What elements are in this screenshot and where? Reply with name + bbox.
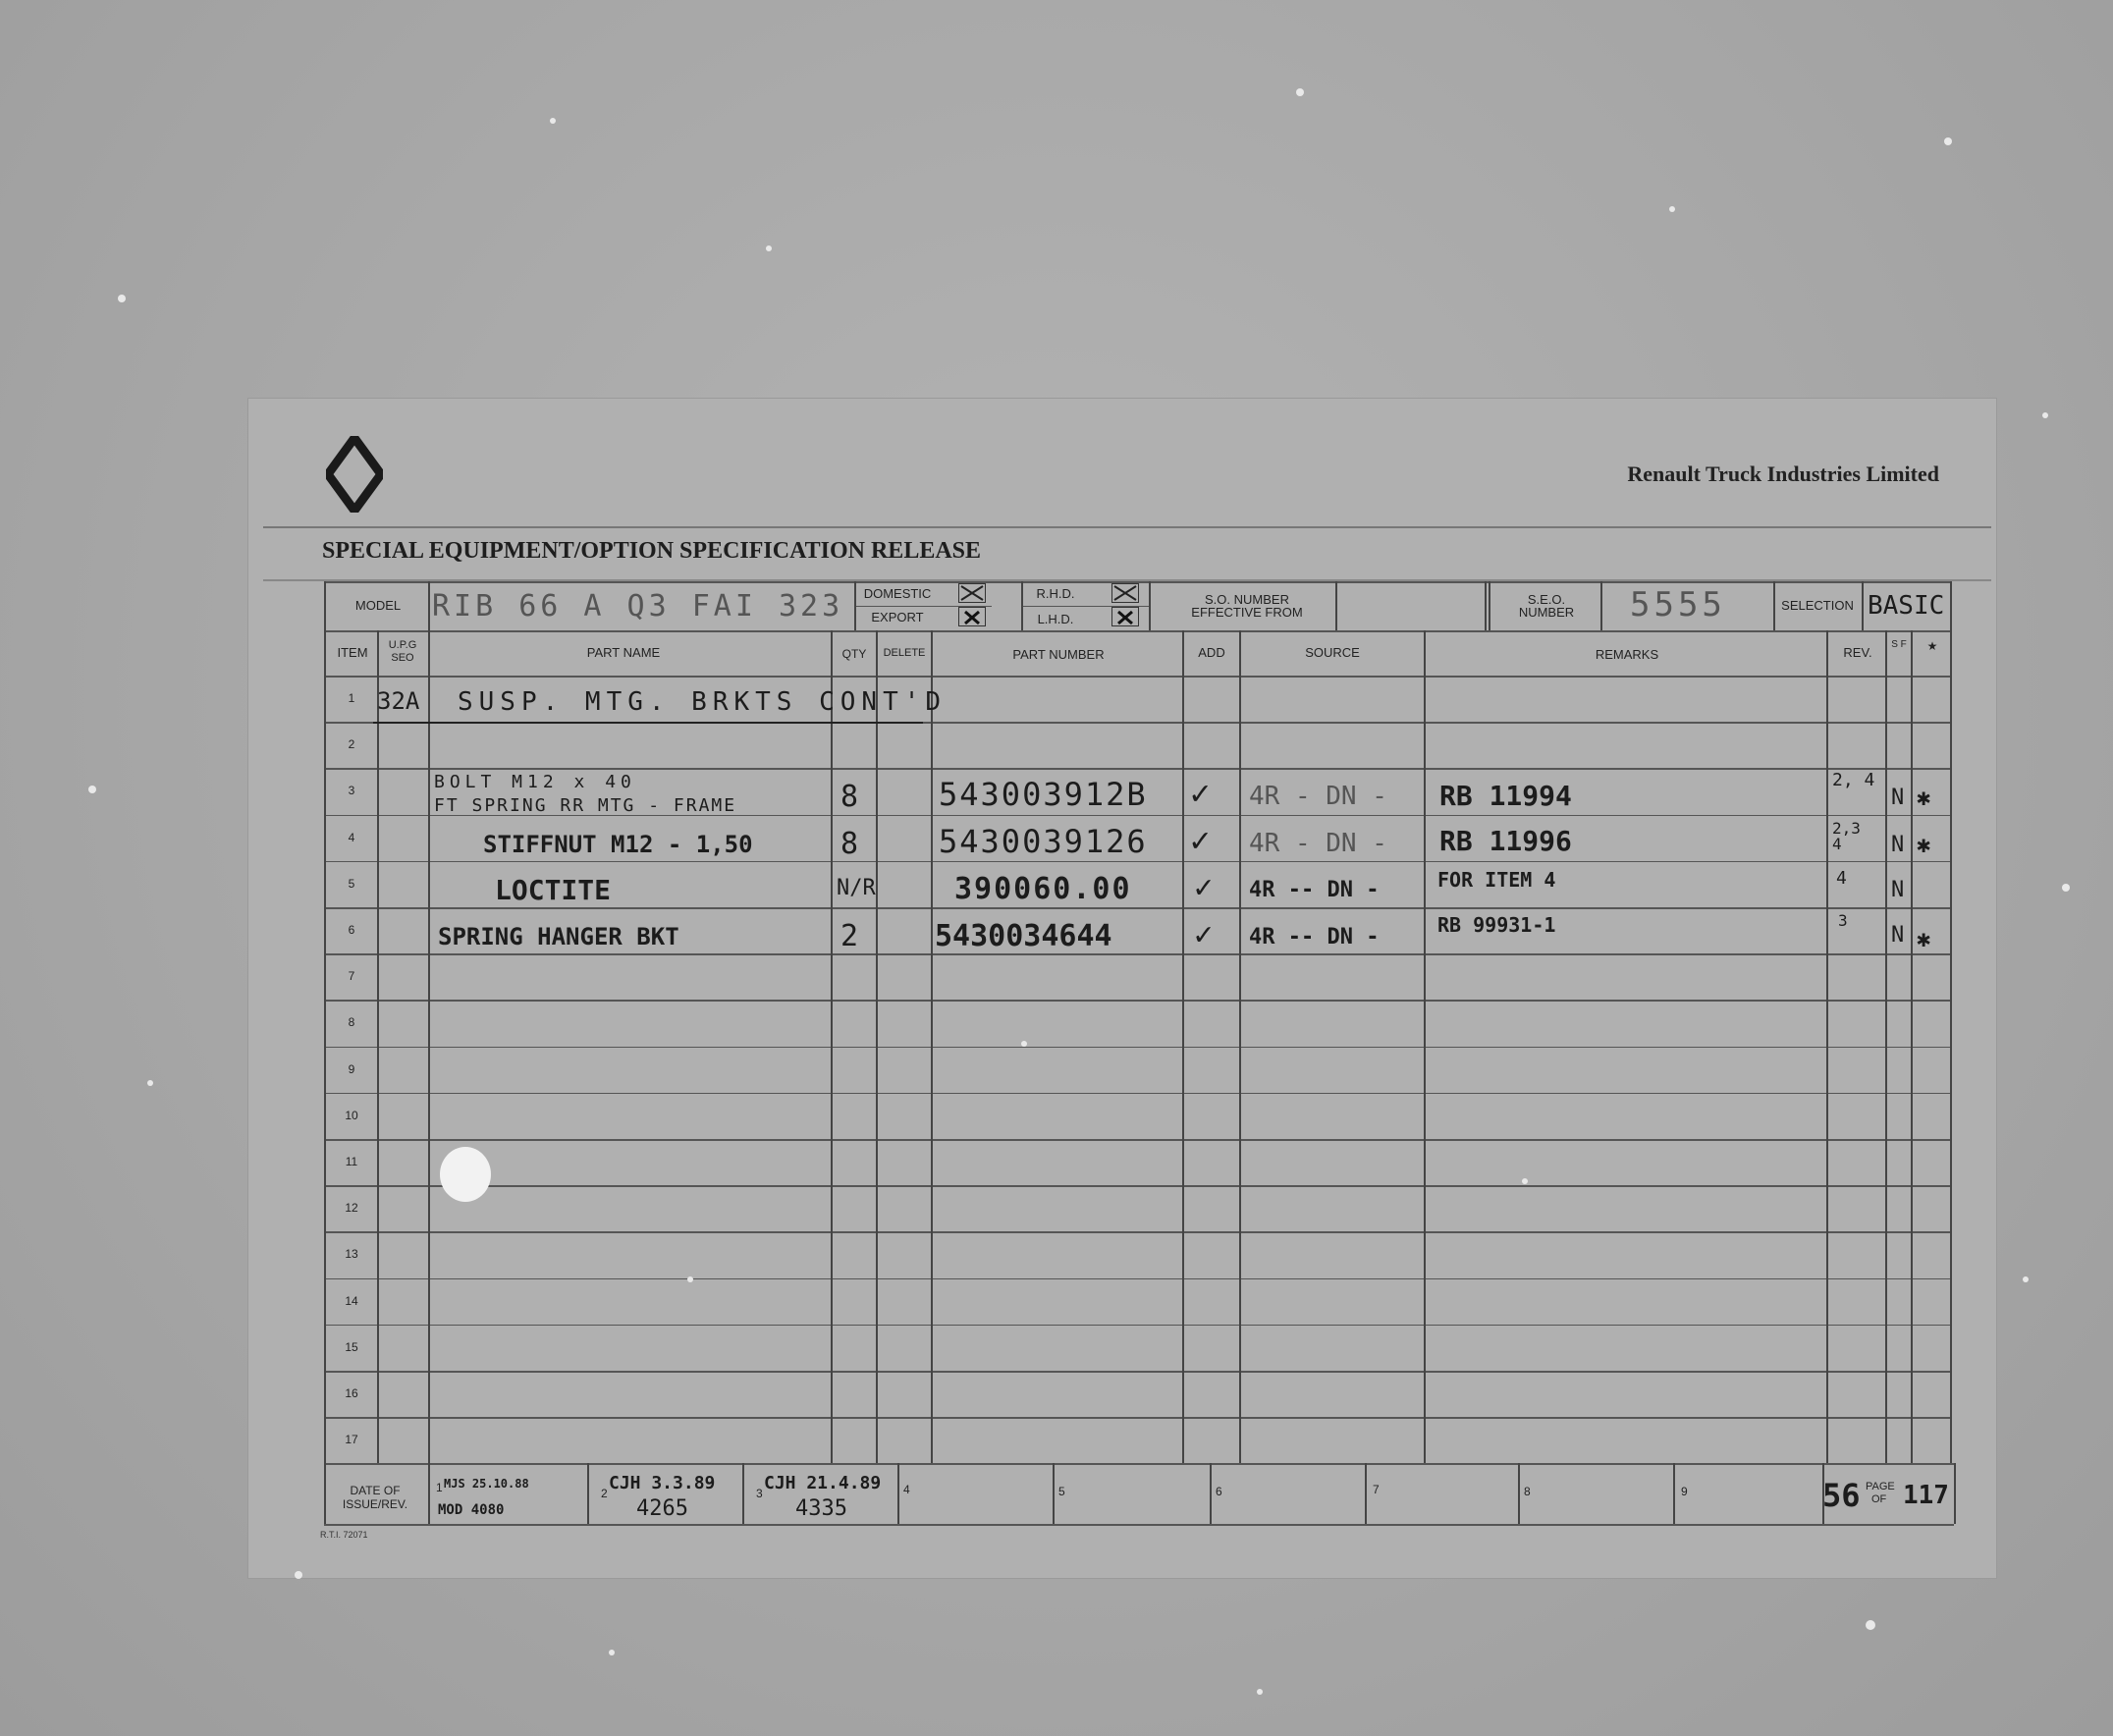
grid-row-line-13 xyxy=(324,1278,1952,1280)
export-label: EXPORT xyxy=(871,610,924,624)
footer-c2-line2: 4265 xyxy=(636,1496,688,1521)
page-current: 56 xyxy=(1822,1477,1861,1514)
domestic-checkbox[interactable] xyxy=(958,583,986,603)
r3-last: ✱ xyxy=(1917,784,1931,811)
r4-source: 4R - DN - xyxy=(1249,829,1387,858)
r3-part-number: 543003912B xyxy=(939,776,1148,813)
footer-num-8: 8 xyxy=(1524,1485,1531,1498)
fv-1 xyxy=(428,1463,430,1524)
fv-left xyxy=(324,1463,326,1524)
fv-5 xyxy=(1053,1463,1055,1524)
fv-4 xyxy=(897,1463,899,1524)
dust-speck xyxy=(295,1571,302,1579)
glare-spot xyxy=(440,1147,491,1202)
r1-upg: 32A xyxy=(377,687,420,715)
fv-8 xyxy=(1518,1463,1520,1524)
col-line-part-name xyxy=(831,630,833,1463)
hv-rhd xyxy=(1021,581,1023,630)
r6-part-number: 5430034644 xyxy=(935,919,1112,953)
dust-speck xyxy=(1021,1041,1027,1047)
r6-rev: 3 xyxy=(1838,911,1848,930)
r6-part-name: SPRING HANGER BKT xyxy=(438,923,679,950)
col-sf: S F xyxy=(1891,639,1907,650)
dust-speck xyxy=(147,1080,153,1086)
number-label: NUMBER xyxy=(1518,605,1575,620)
grid-row-line-15 xyxy=(324,1371,1952,1373)
footer-num-6: 6 xyxy=(1216,1485,1222,1498)
footer-num-9: 9 xyxy=(1681,1485,1688,1498)
grid-row-line-4 xyxy=(324,861,1952,863)
grid-header-top xyxy=(324,581,1952,583)
dust-speck xyxy=(550,118,556,124)
row-number-14: 14 xyxy=(345,1293,358,1308)
footer-num-3: 3 xyxy=(756,1487,763,1500)
selection-value: BASIC xyxy=(1868,591,1945,621)
col-upg: U.P.G xyxy=(388,639,417,651)
page-label: PAGE xyxy=(1866,1481,1895,1492)
so-number-label: S.O. NUMBER xyxy=(1205,592,1289,607)
row-number-2: 2 xyxy=(348,737,355,752)
col-delete: DELETE xyxy=(883,647,926,659)
hv-seo-num xyxy=(1600,581,1602,630)
footer-num-7: 7 xyxy=(1373,1483,1380,1496)
r5-part-number: 390060.00 xyxy=(954,872,1132,906)
footer-num-4: 4 xyxy=(903,1483,910,1496)
hv-so xyxy=(1335,581,1337,630)
dust-speck xyxy=(2042,412,2048,418)
effective-from-label: EFFECTIVE FROM xyxy=(1191,605,1303,620)
form-code: R.T.I. 72071 xyxy=(320,1530,368,1540)
col-line-item xyxy=(377,630,379,1463)
dust-speck xyxy=(609,1650,615,1655)
dust-speck xyxy=(2062,884,2070,892)
r3-remarks: RB 11994 xyxy=(1439,780,1572,812)
col-remarks: REMARKS xyxy=(1595,647,1659,662)
date-label-1: DATE OF xyxy=(350,1484,401,1497)
grid-row-line-2 xyxy=(324,768,1952,770)
renault-logo-icon xyxy=(326,436,383,513)
r4-qty: 8 xyxy=(840,827,859,861)
seo-label: S.E.O. xyxy=(1527,592,1566,607)
r3-sf: N xyxy=(1891,786,1905,810)
col-line-add xyxy=(1239,630,1241,1463)
grid-row-line-9 xyxy=(324,1093,1952,1095)
col-part-number: PART NUMBER xyxy=(1012,647,1105,662)
r1-underline xyxy=(373,722,923,724)
r4-remarks: RB 11996 xyxy=(1439,825,1572,857)
row-number-13: 13 xyxy=(345,1247,358,1262)
footer-c1-line1: MJS 25.10.88 xyxy=(444,1477,529,1491)
model-value: RIB 66 A Q3 FAI 323 xyxy=(432,589,844,624)
row-number-11: 11 xyxy=(345,1155,358,1168)
selection-label: SELECTION xyxy=(1781,598,1854,613)
dust-speck xyxy=(1296,88,1304,96)
r1-part-name: SUSP. MTG. BRKTS CONT'D xyxy=(458,687,948,717)
grid-row-line-16 xyxy=(324,1417,1952,1419)
row-number-12: 12 xyxy=(345,1201,358,1216)
form-title: SPECIAL EQUIPMENT/OPTION SPECIFICATION RELEASE xyxy=(322,538,982,564)
row-number-5: 5 xyxy=(348,876,355,891)
fv-right xyxy=(1954,1463,1956,1524)
lhd-label: L.H.D. xyxy=(1037,612,1074,626)
row-number-10: 10 xyxy=(345,1108,358,1122)
r3-rev: 2, 4 xyxy=(1832,770,1875,790)
export-checkbox[interactable] xyxy=(958,607,986,626)
dust-speck xyxy=(88,786,96,793)
row-number-4: 4 xyxy=(348,830,355,844)
footer-num-1: 1 xyxy=(436,1481,443,1494)
r5-remarks: FOR ITEM 4 xyxy=(1437,868,1556,892)
dust-speck xyxy=(118,295,126,302)
grid-row-line-12 xyxy=(324,1231,1952,1233)
r4-part-name: STIFFNUT M12 - 1,50 xyxy=(483,831,753,858)
fv-9 xyxy=(1673,1463,1675,1524)
page-total: 117 xyxy=(1903,1481,1949,1510)
col-line-upg xyxy=(428,630,430,1463)
r3-qty: 8 xyxy=(840,780,859,814)
footer-c3-line1: CJH 21.4.89 xyxy=(764,1473,882,1493)
row-number-3: 3 xyxy=(348,784,355,798)
r3-part-name-1: BOLT M12 x 40 xyxy=(434,772,636,792)
top-rule xyxy=(263,526,1991,528)
row-number-6: 6 xyxy=(348,923,355,937)
seo-number-value: 5555 xyxy=(1630,585,1726,624)
r3-add: ✓ xyxy=(1190,774,1211,813)
date-label-2: ISSUE/REV. xyxy=(342,1497,408,1511)
r5-rev: 4 xyxy=(1836,868,1847,889)
grid-header-divider xyxy=(324,630,1952,632)
dust-speck xyxy=(1669,206,1675,212)
r6-last: ✱ xyxy=(1917,925,1931,952)
domestic-label: DOMESTIC xyxy=(863,586,932,601)
r4-add: ✓ xyxy=(1190,821,1211,860)
col-qty: QTY xyxy=(841,647,867,661)
row-number-16: 16 xyxy=(345,1386,358,1400)
hv-domestic xyxy=(854,581,856,630)
col-seo: SEO xyxy=(391,652,414,664)
hv-seo-a xyxy=(1485,581,1487,630)
r5-sf: N xyxy=(1891,878,1905,902)
col-line-left xyxy=(324,630,326,1463)
r6-remarks: RB 99931-1 xyxy=(1437,913,1556,937)
fv-6 xyxy=(1210,1463,1212,1524)
col-add: ADD xyxy=(1198,645,1225,660)
grid-row-line-6 xyxy=(324,953,1952,955)
grid-row-line-14 xyxy=(324,1325,1952,1327)
row-number-17: 17 xyxy=(345,1433,358,1447)
grid-columns-divider xyxy=(324,676,1952,678)
col-source: SOURCE xyxy=(1305,645,1360,660)
dust-speck xyxy=(1522,1178,1528,1184)
rhd-checkbox[interactable] xyxy=(1111,583,1139,603)
r3-source: 4R - DN - xyxy=(1249,782,1387,811)
col-line-part-number xyxy=(1182,630,1184,1463)
dust-speck xyxy=(1866,1620,1875,1630)
row-number-8: 8 xyxy=(348,1015,355,1030)
grid-footer-bottom xyxy=(324,1524,1954,1526)
r4-sf: N xyxy=(1891,833,1905,857)
company-name: Renault Truck Industries Limited xyxy=(1627,461,1939,486)
r5-add: ✓ xyxy=(1194,868,1214,905)
footer-num-2: 2 xyxy=(601,1487,608,1500)
r6-qty: 2 xyxy=(840,919,859,953)
footer-c3-line2: 4335 xyxy=(795,1496,847,1521)
col-line-delete xyxy=(931,630,933,1463)
form-sheet xyxy=(247,398,1997,1579)
r6-source: 4R -- DN - xyxy=(1249,925,1380,949)
grid-rhd-divider xyxy=(1021,606,1149,607)
hv-seo-b xyxy=(1489,581,1490,630)
hv-selection xyxy=(1773,581,1775,630)
row-number-7: 7 xyxy=(348,969,355,984)
r6-sf: N xyxy=(1891,923,1905,948)
dust-speck xyxy=(1257,1689,1263,1695)
footer-c1-line2: MOD 4080 xyxy=(438,1502,505,1518)
col-line-right xyxy=(1950,630,1952,1463)
r3-part-name-2: FT SPRING RR MTG - FRAME xyxy=(434,795,737,816)
r4-last: ✱ xyxy=(1917,831,1931,858)
row-number-1: 1 xyxy=(348,691,355,705)
rhd-label: R.H.D. xyxy=(1036,586,1075,601)
col-line-qty xyxy=(876,630,878,1463)
model-label: MODEL xyxy=(354,598,402,613)
r4-rev: 2,3 4 xyxy=(1832,819,1861,853)
col-line-remarks xyxy=(1826,630,1828,1463)
grid-row-line-11 xyxy=(324,1185,1952,1187)
fv-2 xyxy=(587,1463,589,1524)
dust-speck xyxy=(687,1276,693,1282)
r4-part-number: 5430039126 xyxy=(939,823,1148,860)
grid-row-line-5 xyxy=(324,907,1952,909)
col-line-sf xyxy=(1911,630,1913,1463)
col-last: ★ xyxy=(1926,639,1938,653)
col-item: ITEM xyxy=(337,645,368,660)
grid-row-line-8 xyxy=(324,1047,1952,1049)
r5-part-name: LOCTITE xyxy=(495,874,612,906)
grid-footer-top xyxy=(324,1463,1954,1465)
hv-left xyxy=(324,581,326,630)
col-line-source xyxy=(1424,630,1426,1463)
hv-right xyxy=(1950,581,1952,630)
col-part-name: PART NAME xyxy=(586,645,661,660)
grid-domestic-divider xyxy=(854,606,992,607)
col-line-rev xyxy=(1885,630,1887,1463)
of-label: OF xyxy=(1871,1493,1887,1505)
hv-model xyxy=(428,581,430,630)
r5-qty: N/R xyxy=(837,876,876,900)
dust-speck xyxy=(1944,137,1952,145)
row-number-9: 9 xyxy=(348,1061,355,1076)
footer-c2-line1: CJH 3.3.89 xyxy=(609,1473,716,1493)
r5-source: 4R -- DN - xyxy=(1249,878,1380,902)
col-rev: REV. xyxy=(1843,645,1872,660)
r6-add: ✓ xyxy=(1194,915,1214,952)
fv-3 xyxy=(742,1463,744,1524)
grid-row-line-10 xyxy=(324,1139,1952,1141)
footer-num-5: 5 xyxy=(1058,1485,1065,1498)
fv-7 xyxy=(1365,1463,1367,1524)
row-number-15: 15 xyxy=(345,1339,358,1354)
grid-row-line-7 xyxy=(324,1000,1952,1002)
hv-rhd-end xyxy=(1149,581,1151,630)
dust-speck xyxy=(766,245,772,251)
lhd-checkbox[interactable] xyxy=(1111,607,1139,626)
hv-selection-val xyxy=(1862,581,1864,630)
dust-speck xyxy=(2023,1276,2029,1282)
